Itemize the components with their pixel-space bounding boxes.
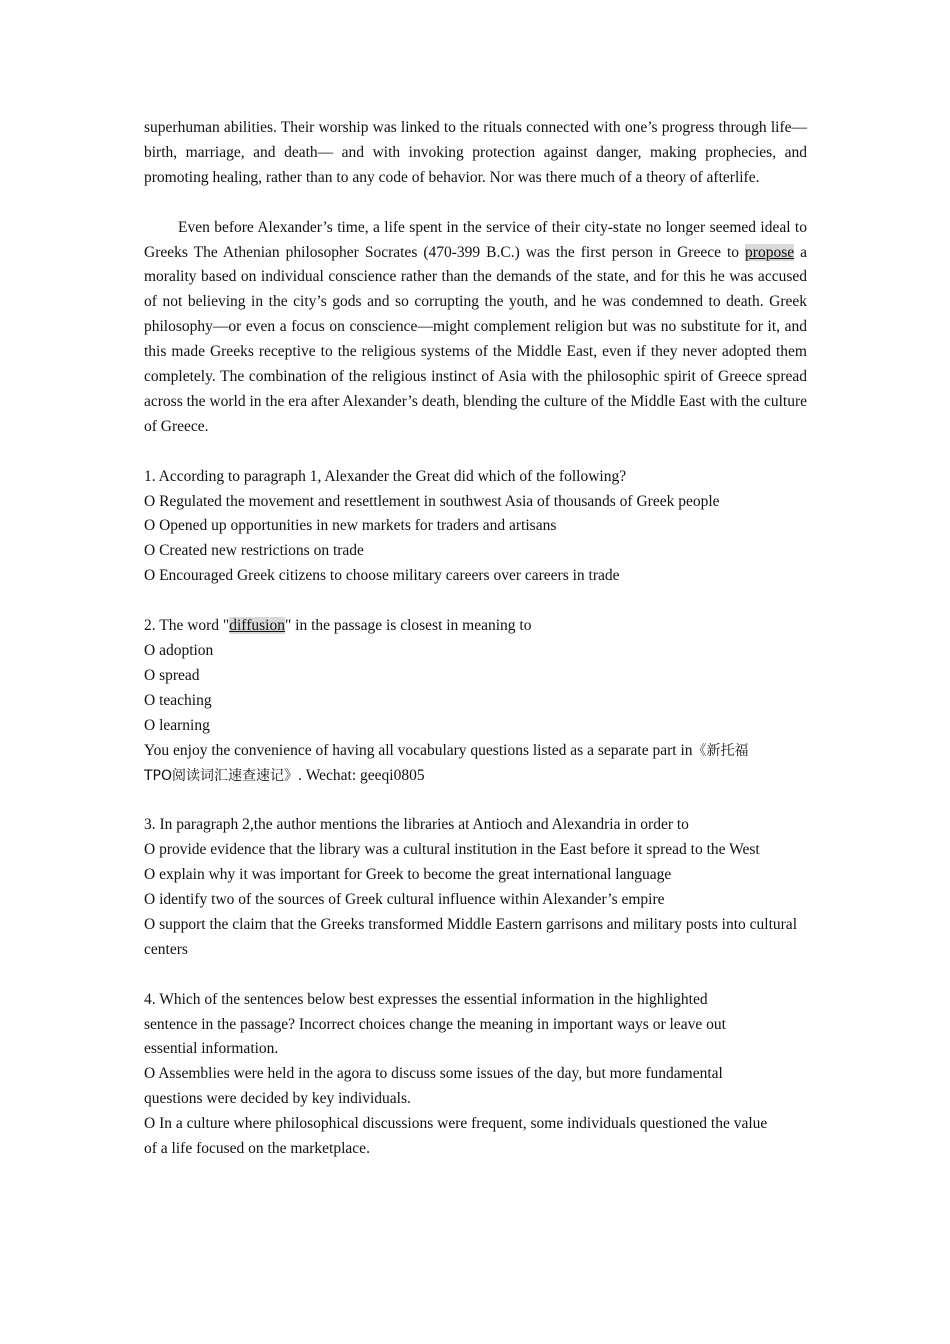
question-1-option-b[interactable]: O Opened up opportunities in new markets for traders and artisans	[144, 517, 557, 535]
question-4-text: 4. Which of the sentences below best expresses the essential information in the highlighted sentence in the passage? Incorrect choices change the meaning in important ways or leave out essential information.	[144, 990, 726, 1058]
question-1-option-a[interactable]: O Regulated the movement and resettlement in southwest Asia of thousands of Greek people	[144, 492, 720, 510]
question-2-option-d[interactable]: O learning	[144, 716, 210, 734]
question-2-option-b[interactable]: O spread	[144, 666, 200, 684]
question-4	[144, 988, 807, 1162]
spacer	[144, 440, 807, 465]
paragraph-2-start: Even before Alexander’s time, a life spent in the service of their city-state no longer seemed ideal to Greeks The Athenian philosopher Socrates (470-399 B.C.) was the first person in Greece to	[144, 218, 807, 261]
highlighted-word-diffusion: diffusion	[229, 617, 285, 635]
question-2-option-a[interactable]: O adoption	[144, 641, 214, 659]
question-3-option-b[interactable]: O explain why it was important for Greek to become the great international language	[144, 866, 672, 884]
paragraph-2-end: a morality based on individual conscience rather than the demands of the state, and for this he was accused of not believing in the city’s gods and so corrupting the youth, and he was condemned to death. Greek philosophy—or even a focus on conscience—might complement religion but was no substitute for it, and this made Greeks receptive to the religious systems of the Middle East, even if they never adopted them completely. The combination of the religious instinct of Asia with the philosophic spirit of Greece spread across the world in the era after Alexander’s death, blending the culture of the Middle East with the culture of Greece.	[144, 243, 807, 435]
vocabulary-note-line-2	[144, 764, 807, 789]
highlighted-word-propose: propose	[745, 243, 795, 261]
question-3-text: 3. In paragraph 2,the author mentions the libraries at Antioch and Alexandria in order to	[144, 816, 689, 834]
spacer	[144, 788, 807, 813]
question-3-option-a[interactable]: O provide evidence that the library was a cultural institution in the East before it spread to the West	[144, 841, 760, 859]
spacer	[144, 963, 807, 988]
note-book-title-end: TPO阅读词汇速查速记》	[144, 767, 299, 784]
note-wechat: . Wechat: geeqi0805	[298, 766, 425, 784]
question-1	[144, 465, 807, 590]
spacer	[144, 191, 807, 216]
question-4-option-b[interactable]: O In a culture where philosophical discussions were frequent, some individuals questioned the value of a life focused on the marketplace.	[144, 1115, 768, 1158]
question-1-text: 1. According to paragraph 1, Alexander the Great did which of the following?	[144, 467, 627, 485]
passage-paragraph-1: superhuman abilities. Their worship was linked to the rituals connected with one’s progress through life—birth, marriage, and death— and with invoking protection against danger, making prophecies, and promoting healing, rather than to any code of behavior. Nor was there much of a theory of afterlife.	[144, 119, 807, 186]
question-2	[144, 614, 807, 788]
note-book-title-start: 《新托福	[692, 742, 749, 759]
question-2-text	[144, 614, 807, 639]
question-1-option-c[interactable]: O Created new restrictions on trade	[144, 542, 364, 560]
question-2-suffix: " in the passage is closest in meaning to	[284, 617, 532, 635]
question-3-option-c[interactable]: O identify two of the sources of Greek cultural influence within Alexander’s empire	[144, 891, 665, 909]
question-2-prefix: 2. The word "	[144, 617, 230, 635]
question-1-option-d[interactable]: O Encouraged Greek citizens to choose military careers over careers in trade	[144, 567, 620, 585]
question-3	[144, 813, 807, 962]
passage-paragraph-2	[144, 216, 807, 440]
vocabulary-note-line-1	[144, 739, 807, 764]
document-page	[144, 116, 807, 1162]
note-text: You enjoy the convenience of having all vocabulary questions listed as a separate part in	[144, 741, 693, 759]
question-3-option-d[interactable]: O support the claim that the Greeks transformed Middle Eastern garrisons and military posts into cultural centers	[144, 915, 797, 958]
question-4-option-a[interactable]: O Assemblies were held in the agora to discuss some issues of the day, but more fundamental questions were decided by key individuals.	[144, 1065, 723, 1108]
question-2-option-c[interactable]: O teaching	[144, 691, 212, 709]
spacer	[144, 589, 807, 614]
